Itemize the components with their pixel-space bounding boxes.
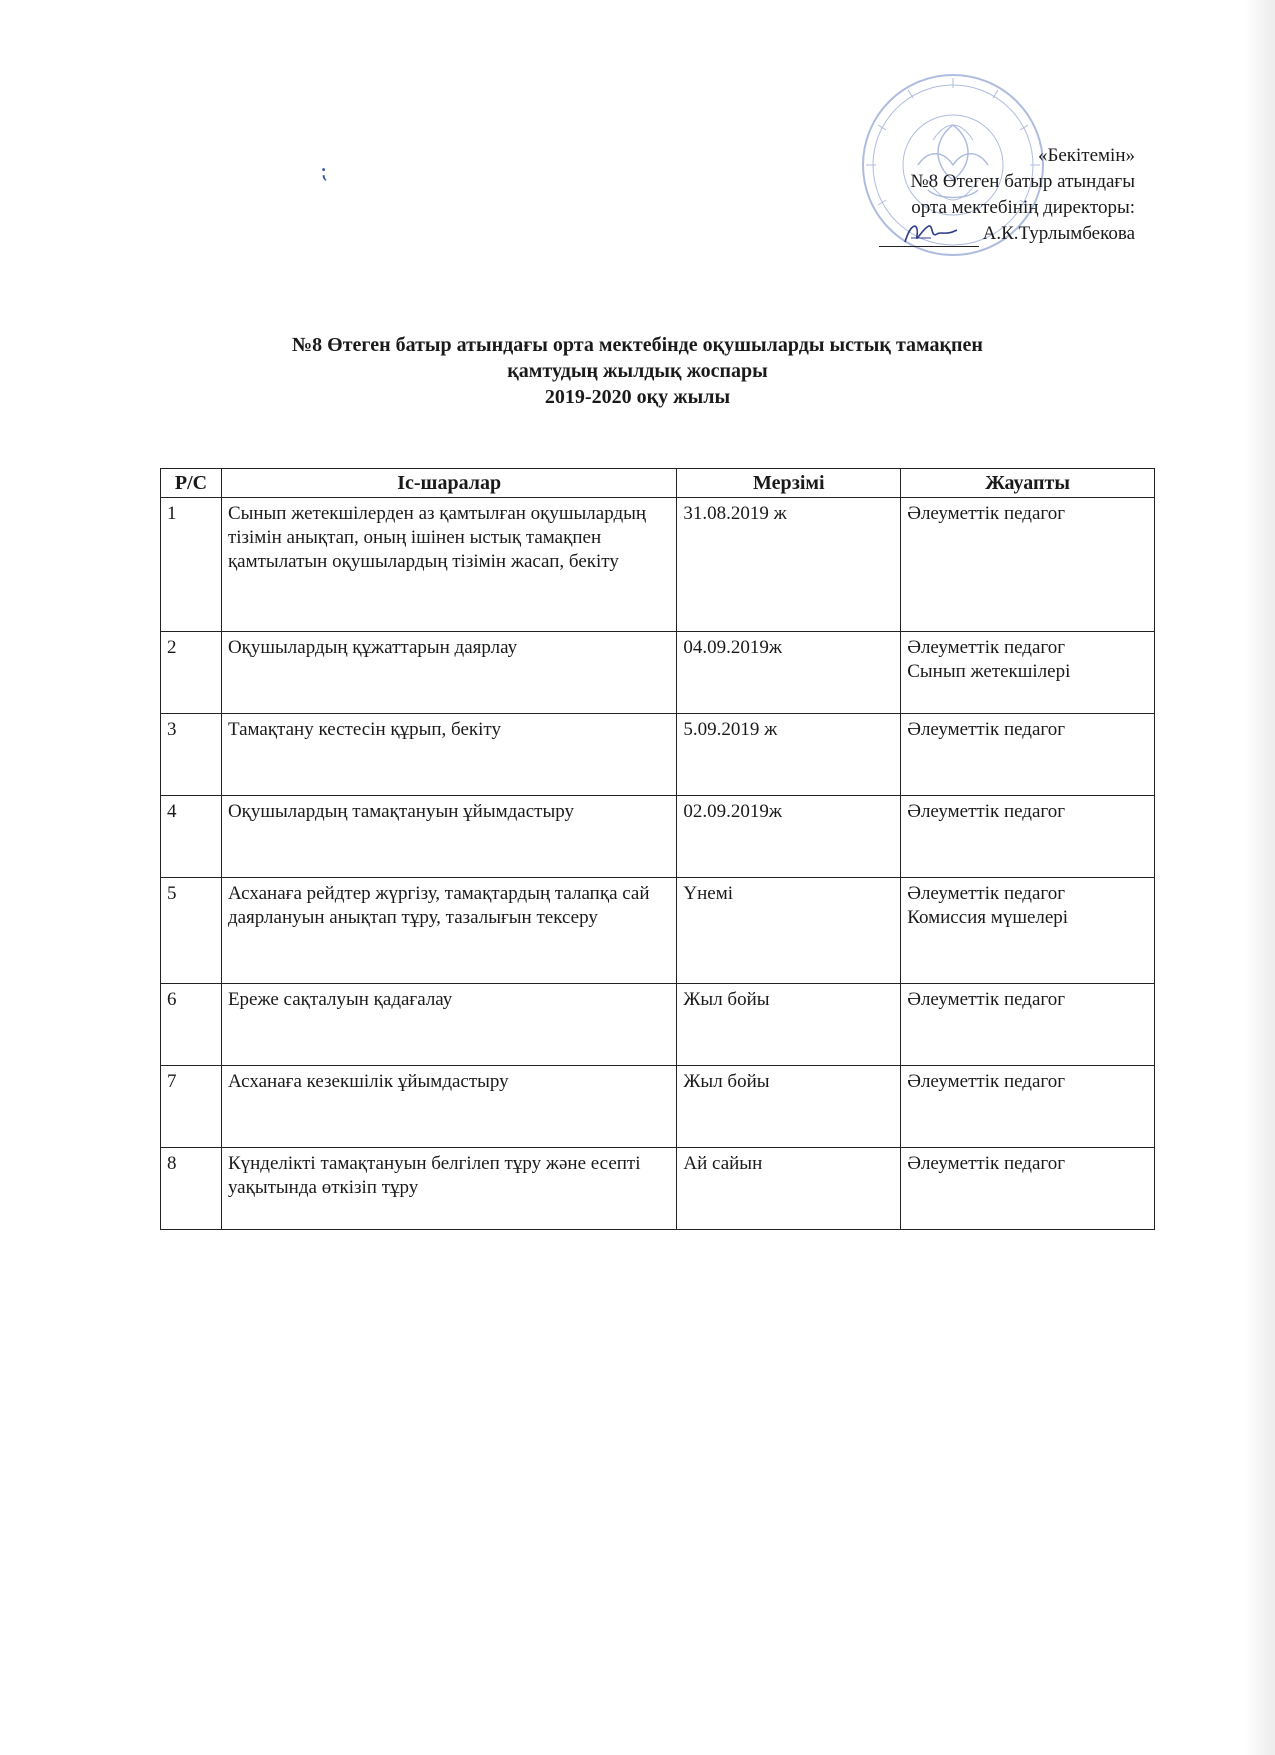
responsible-line: Әлеуметтік педагог bbox=[907, 637, 1066, 658]
row-activity: Асханаға кезекшілік ұйымдастыру bbox=[221, 1066, 676, 1148]
row-date: Ай сайын bbox=[677, 1148, 901, 1230]
row-date: 02.09.2019ж bbox=[677, 796, 901, 878]
row-number: 8 bbox=[161, 1148, 222, 1230]
table-row bbox=[161, 632, 1155, 714]
row-responsible bbox=[901, 878, 1155, 984]
document-title bbox=[0, 332, 1275, 410]
row-activity: Күнделікті тамақтануын белгілеп тұру және есепті уақытында өткізіп тұру bbox=[221, 1148, 676, 1230]
row-responsible bbox=[901, 498, 1155, 632]
header-number: Р/С bbox=[161, 469, 222, 498]
table-row bbox=[161, 984, 1155, 1066]
approval-block bbox=[879, 143, 1135, 247]
row-date: Үнемі bbox=[677, 878, 901, 984]
row-activity: Тамақтану кестесін құрып, бекіту bbox=[221, 714, 676, 796]
responsible-line: Әлеуметтік педагог bbox=[907, 1153, 1066, 1174]
row-activity: Оқушылардың тамақтануын ұйымдастыру bbox=[221, 796, 676, 878]
row-activity: Сынып жетекшілерден аз қамтылған оқушылардың тізімін анықтап, оның ішінен ыстық тамақпен қамтылатын оқушылардың тізімін жасап, бекіту bbox=[221, 498, 676, 632]
title-line-2: қамтудың жылдық жоспары bbox=[507, 360, 768, 382]
row-responsible bbox=[901, 1066, 1155, 1148]
approval-label: «Бекітемін» bbox=[1037, 145, 1135, 166]
scan-edge-shadow bbox=[1245, 0, 1275, 1755]
row-date: 04.09.2019ж bbox=[677, 632, 901, 714]
row-responsible bbox=[901, 632, 1155, 714]
title-line-1: №8 Өтеген батыр атындағы орта мектебінде оқушыларды ыстық тамақпен bbox=[292, 334, 983, 356]
header-activity: Іс-шаралар bbox=[221, 469, 676, 498]
row-responsible bbox=[901, 796, 1155, 878]
row-activity: Асханаға рейдтер жүргізу, тамақтардың талапқа сай даярлануын анықтап тұру, тазалығын тексеру bbox=[221, 878, 676, 984]
table-row bbox=[161, 878, 1155, 984]
row-number: 6 bbox=[161, 984, 222, 1066]
table-row bbox=[161, 1066, 1155, 1148]
signature-row bbox=[879, 221, 1135, 247]
row-date: Жыл бойы bbox=[677, 1066, 901, 1148]
responsible-line: Әлеуметтік педагог bbox=[907, 719, 1066, 740]
handwritten-signature-icon bbox=[901, 218, 961, 248]
row-number: 5 bbox=[161, 878, 222, 984]
responsible-line: Әлеуметтік педагог bbox=[907, 883, 1066, 904]
header-responsible: Жауапты bbox=[901, 469, 1155, 498]
table-header-row bbox=[161, 469, 1155, 498]
responsible-line: Комиссия мүшелері bbox=[907, 907, 1069, 928]
row-number: 7 bbox=[161, 1066, 222, 1148]
title-line-3: 2019-2020 оқу жылы bbox=[544, 386, 731, 408]
row-responsible bbox=[901, 714, 1155, 796]
row-activity: Оқушылардың құжаттарын даярлау bbox=[221, 632, 676, 714]
row-number: 4 bbox=[161, 796, 222, 878]
row-responsible bbox=[901, 984, 1155, 1066]
approval-director-line: орта мектебінің директоры: bbox=[911, 197, 1135, 218]
row-date: 31.08.2019 ж bbox=[677, 498, 901, 632]
responsible-line: Әлеуметтік педагог bbox=[907, 989, 1066, 1010]
ink-mark: ⁏ bbox=[320, 158, 328, 183]
header-date: Мерзімі bbox=[677, 469, 901, 498]
row-number: 1 bbox=[161, 498, 222, 632]
signature-line bbox=[879, 226, 979, 247]
row-number: 3 bbox=[161, 714, 222, 796]
row-responsible bbox=[901, 1148, 1155, 1230]
plan-table bbox=[160, 468, 1155, 1230]
row-date: 5.09.2019 ж bbox=[677, 714, 901, 796]
table-row bbox=[161, 714, 1155, 796]
table-row bbox=[161, 796, 1155, 878]
row-activity: Ереже сақталуын қадағалау bbox=[221, 984, 676, 1066]
row-date: Жыл бойы bbox=[677, 984, 901, 1066]
responsible-line: Әлеуметтік педагог bbox=[907, 801, 1066, 822]
responsible-line: Әлеуметтік педагог bbox=[907, 1071, 1066, 1092]
approval-school-line: №8 Өтеген батыр атындағы bbox=[910, 171, 1135, 192]
table-row bbox=[161, 1148, 1155, 1230]
responsible-line: Сынып жетекшілері bbox=[907, 661, 1071, 682]
responsible-line: Әлеуметтік педагог bbox=[907, 503, 1066, 524]
row-number: 2 bbox=[161, 632, 222, 714]
table-row bbox=[161, 498, 1155, 632]
director-name: А.К.Турлымбекова bbox=[982, 223, 1135, 244]
